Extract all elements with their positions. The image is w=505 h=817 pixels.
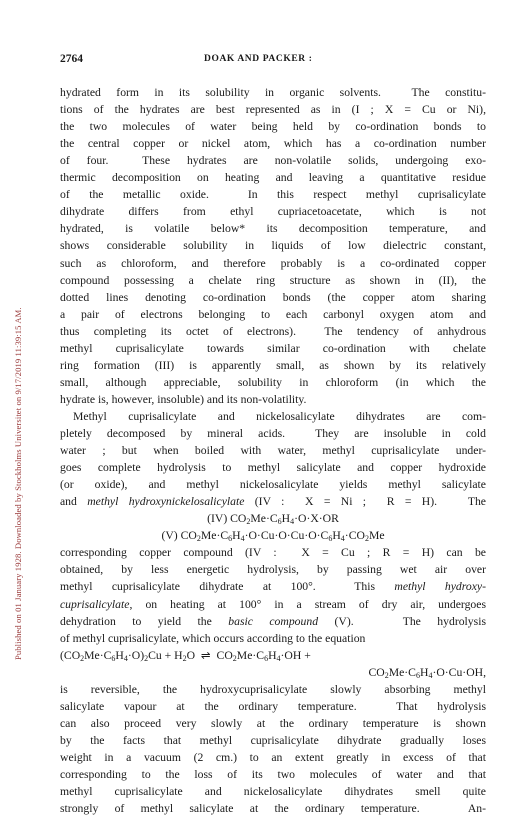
text-line: thermic decomposition on heating and leaving a quantitative residue — [60, 171, 486, 185]
text-line: hydrate is, however, insoluble) and its non-volatility. — [60, 392, 307, 406]
download-notice-text: Published on 01 January 1928. Downloaded by Stockholms Universitet on 9/17/2019 11:39:15 AM. — [13, 307, 23, 660]
text-line: can also proceed very slowly at the ordinary temperature is shown — [60, 716, 486, 730]
text-line: salicylate vapour at the ordinary temperature. That hydrolysis — [60, 699, 486, 713]
text-line: strongly of methyl salicylate at the ordinary temperature. An- — [60, 802, 486, 816]
text-line: $(CO_2Me\cdot C_6H_4\cdot O)_2Cu + H_2O$ ⇌ $CO_2Me\cdot C_6H_4\cdot OH$ + — [60, 648, 311, 663]
text-line: small, although appreciable, solubility in chloroform (in which the — [60, 375, 486, 389]
page-header — [60, 53, 480, 67]
download-notice — [6, 40, 23, 660]
text-line: and methyl hydroxynickelosalicylate (IV : X = Ni ; R = H). The — [60, 495, 486, 509]
text-line: such as chloroform, and therefore probably is a co-ordinated copper — [60, 256, 486, 270]
text-line: ring formation (III) is apparently small, as shown by its relatively — [60, 358, 486, 372]
text-line: the two molecules of water being held by co-ordination bonds to — [60, 120, 486, 134]
text-line: shows considerable solubility in liquids of low dielectric constant, — [60, 239, 486, 253]
text-line: dehydration to yield the basic compound (V). The hydrolysis — [60, 614, 486, 628]
running-head: DOAK AND PACKER : — [204, 54, 313, 64]
text-line: dihydrate differs from ethyl cupriacetoacetate, which is not — [60, 205, 486, 219]
text-line: a pair of electrons belonging to each carbonyl oxygen atom and — [60, 307, 486, 321]
text-line: hydrated form in its solubility in organic solvents. The constitu- — [60, 86, 486, 99]
text-line: goes complete hydrolysis to methyl salicylate and copper hydroxide — [60, 461, 486, 475]
text-line: Methyl cuprisalicylate and nickelosalicylate dihydrates are com- — [73, 409, 486, 423]
text-line: dotted lines denoting co-ordination bonds (the copper atom sharing — [60, 290, 486, 304]
text-line: (IV) $CO_2Me\cdot C_6H_4\cdot O\cdot X\cdot OR$ — [207, 512, 339, 527]
text-line: the central copper or nickel atom, which has a co-ordination number — [60, 137, 486, 151]
text-line: methyl cuprisalicylate towards similar co-ordination with chelate — [60, 341, 486, 355]
text-line: compound possessing a chelate ring structure as shown in (II), the — [60, 273, 486, 287]
text-line: thus completing its octet of electrons). The tendency of anhydrous — [60, 324, 486, 338]
text-line: cuprisalicylate, on heating at 100° in a stream of dry air, undergoes — [60, 597, 486, 611]
text-line: weight in a vacuum (2 cm.) to an extent greatly in excess of that — [60, 750, 486, 764]
text-line: corresponding copper compound (IV : X = Cu ; R = H) can be — [60, 546, 486, 560]
text-line: by the facts that methyl cuprisalicylate dihydrate gradually loses — [60, 733, 486, 747]
page-number: 2764 — [60, 53, 83, 65]
text-line: hydrated, is volatile below* its decomposition temperature, and — [60, 222, 486, 236]
text-line: methyl cuprisalicylate and nickelosalicylate dihydrates smell quite — [60, 785, 486, 799]
text-line: (V) $CO_2Me\cdot C_6H_4\cdot O\cdot Cu\cdot O\cdot Cu\cdot O\cdot C_6H_4\cdot CO_2Me$ — [161, 529, 385, 544]
text-line: corresponding to the loss of its two molecules of water and that — [60, 768, 486, 781]
text-line: of the metallic oxide. In this respect methyl cuprisalicylate — [60, 188, 486, 202]
text-line: water ; but when boiled with water, methyl cuprisalicylate under- — [60, 444, 486, 458]
text-line: is reversible, the hydroxycuprisalicylate slowly absorbing methyl — [60, 682, 486, 696]
text-line: of methyl cuprisalicylate, which occurs according to the equation — [60, 631, 366, 645]
text-line: tions of the hydrates are best represented as in (I ; X = Cu or Ni), — [60, 103, 486, 117]
text-line: (or oxide), and methyl nickelosalicylate yields methyl salicylate — [60, 478, 486, 492]
text-line: of four. These hydrates are non-volatile solids, undergoing exo- — [60, 154, 486, 168]
text-line: obtained, by less energetic hydrolysis, by passing wet air over — [60, 563, 486, 577]
text-line: pletely decomposed by mineral acids. They are insoluble in cold — [60, 427, 486, 440]
text-line: $CO_2Me\cdot C_6H_4\cdot O\cdot Cu\cdot OH$, — [368, 665, 486, 680]
text-line: methyl cuprisalicylate dihydrate at 100°. This methyl hydroxy- — [60, 580, 486, 594]
